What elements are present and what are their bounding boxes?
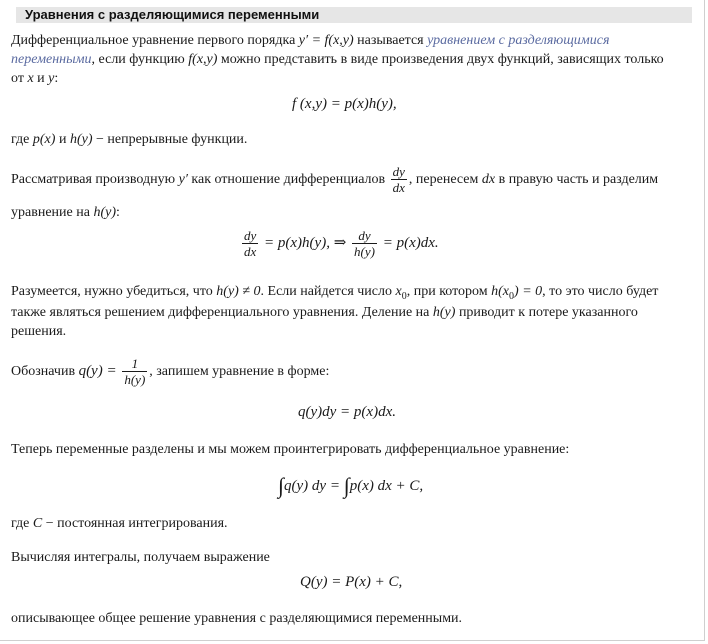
formula-separation: $\frac{dy}{dx}$ = p(x)h(y), ⇒ $\frac{dy}{h(y)}$ = p(x)dx. xyxy=(244,228,439,260)
separated-text: Теперь переменные разделены и мы можем проинтегрировать дифференциальное уравнение: xyxy=(11,442,570,457)
integral-sign: ∫ xyxy=(278,473,285,498)
intro-line-2: переменными, если функцию f(x,y) можно представить в виде произведения двух функций, зависящих только xyxy=(11,52,664,67)
where-continuous: где p(x) и h(y) − непрерывные функции. xyxy=(11,132,248,147)
check-line-1: Разумеется, нужно убедиться, что h(y) ≠ 0. Если найдется число $x_0$, при котором $h(x_0) = 0$, то это число будет xyxy=(11,284,659,302)
section-title: Уравнения с разделяющимися переменными xyxy=(16,7,692,23)
conclusion-text: описывающее общее решение уравнения с разделяющимися переменными. xyxy=(11,611,463,626)
where-constant: где C − постоянная интегрирования. xyxy=(11,516,228,531)
check-line-2: также являться решением дифференциального уравнения. Деление на h(y) приводит к потере указанного xyxy=(11,305,638,320)
computing-text: Вычисляя интегралы, получаем выражение xyxy=(11,550,270,565)
separable-equation-link-cont[interactable]: переменными xyxy=(11,52,92,67)
integral-sign: ∫ xyxy=(343,473,350,498)
formula-general-solution: Q(y) = P(x) + C, xyxy=(300,574,403,590)
intro-line-1: Дифференциальное уравнение первого порядка y′ = f(x,y) называется уравнением с разделяющимися xyxy=(11,33,610,48)
denote-line: Обозначив q(y) = $\frac{1}{h(y)}$ , запишем уравнение в форме: xyxy=(11,356,330,388)
intro-line-3: от x и y: xyxy=(11,71,59,86)
check-line-3: решения. xyxy=(11,324,67,339)
formula-integral: ∫q(y) dy = ∫p(x) dx + C, xyxy=(278,473,424,498)
formula-product: f (x,y) = p(x)h(y), xyxy=(292,96,397,112)
consider-line-2: уравнение на h(y): xyxy=(11,205,120,220)
fraction-dy-dx: $\frac{dy}{dx}$ xyxy=(392,164,405,196)
separable-equation-link[interactable]: уравнением с разделяющимися xyxy=(427,33,610,48)
consider-line-1: Рассматривая производную y′ как отношение дифференциалов $\frac{dy}{dx}$ , перенесем dx в правую часть и разделим xyxy=(11,164,659,196)
formula-separated: q(y)dy = p(x)dx. xyxy=(298,404,396,420)
